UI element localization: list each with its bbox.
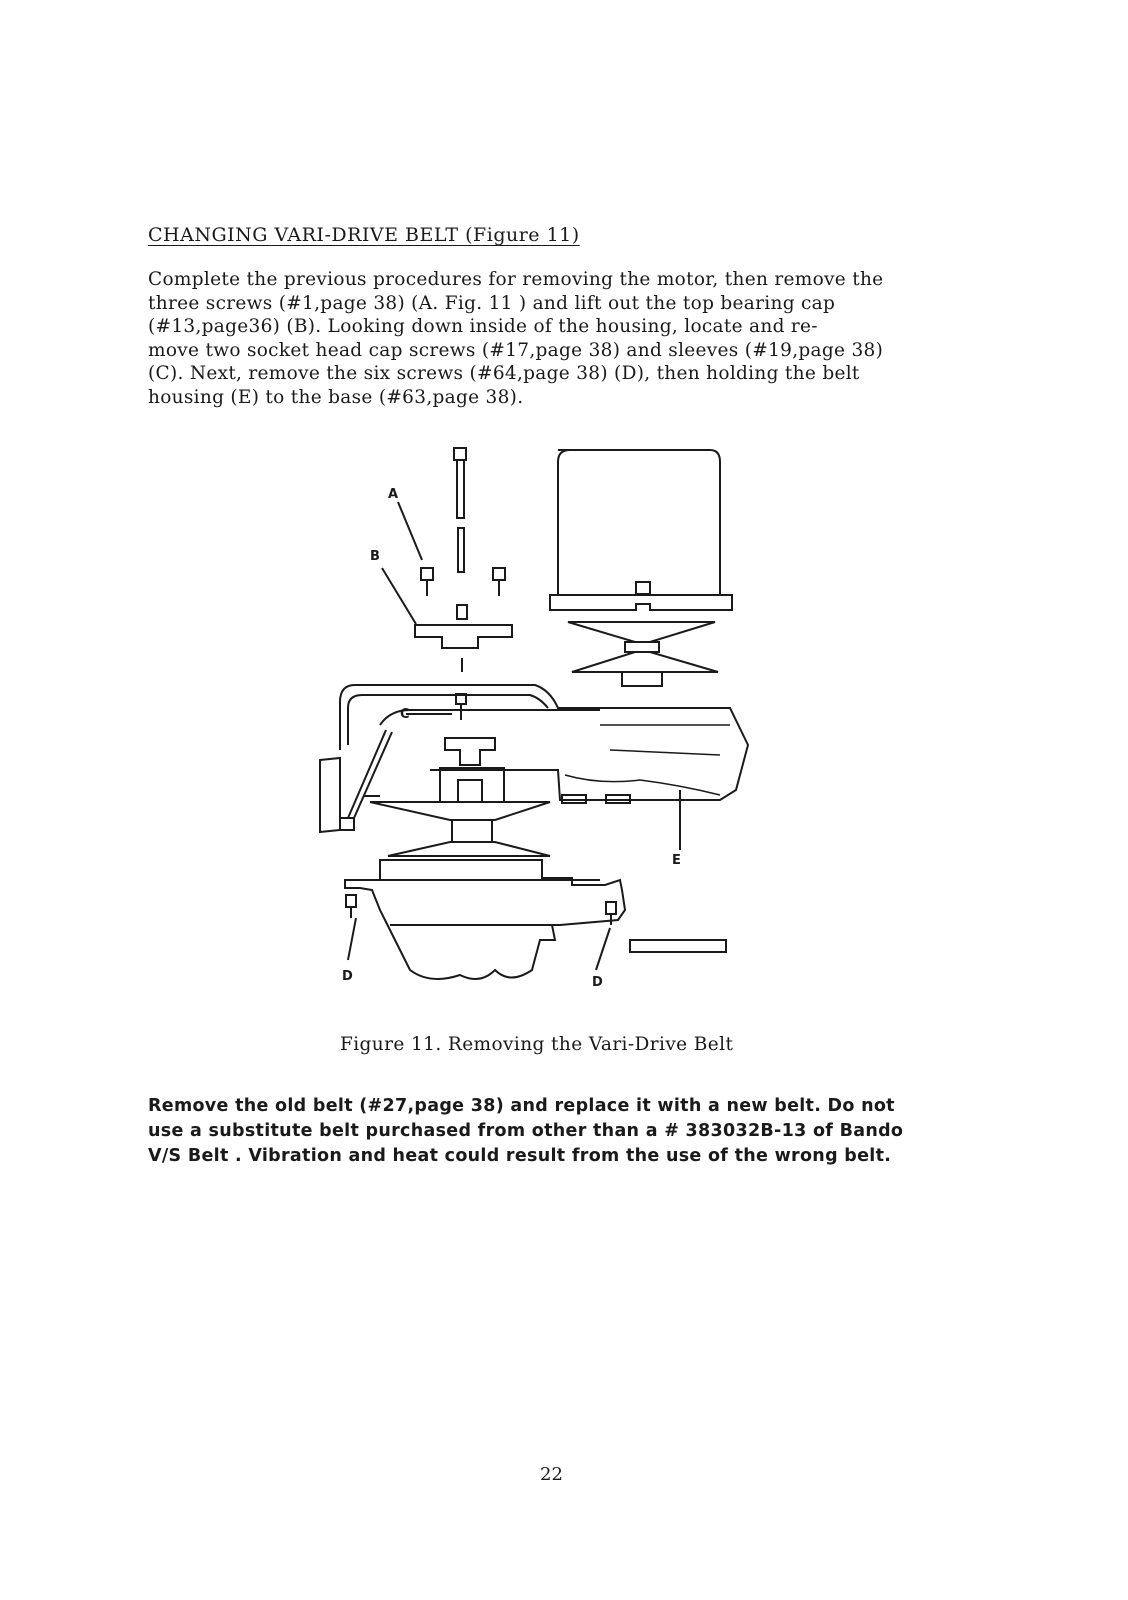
label-d-left: D (342, 969, 353, 984)
motor-housing (558, 450, 720, 595)
closing-paragraph (148, 1094, 968, 1169)
intro-line: (C). Next, remove the six screws (#64,page 38) (D), then holding the belt (148, 363, 860, 384)
intro-line: three screws (#1,page 38) (A. Fig. 11 ) and lift out the top bearing cap (148, 292, 836, 314)
sheave-hub (452, 820, 492, 842)
base-casting (345, 860, 625, 979)
leader-line-d-right (596, 928, 610, 970)
intro-line: move two socket head cap screws (#17,page 38) and sleeves (#19,page 38) (148, 339, 884, 361)
intro-line: (#13,page36) (B). Looking down inside of the housing, locate and re- (148, 316, 818, 337)
motor-shaft-end (622, 672, 662, 686)
leader-line-a (398, 502, 422, 560)
motor-shaft-bolt (636, 582, 650, 594)
threaded-rod (458, 528, 464, 572)
bracket-bolt (340, 818, 354, 830)
motor-pulley-hub (625, 642, 659, 652)
label-c: C (400, 707, 410, 722)
closing-line: V/S Belt . Vibration and heat could result from the use of the wrong belt. (148, 1146, 892, 1166)
motor-pulley-upper-sheave (568, 622, 715, 642)
upper-sheave (370, 802, 550, 820)
page-number: 22 (540, 1464, 563, 1485)
housing-side-bracket (320, 758, 340, 832)
vari-drive-belt-diagram (300, 440, 780, 1020)
screw-d-icon (346, 895, 356, 907)
spindle-nut (445, 738, 495, 765)
screw-d-icon (606, 902, 616, 914)
intro-paragraph (148, 268, 968, 409)
motor-flange (550, 595, 732, 610)
exploded-view-drawing (300, 440, 780, 1020)
spindle-hub (440, 768, 504, 802)
intro-line: housing (E) to the base (#63,page 38). (148, 386, 524, 408)
lower-sheave (388, 842, 550, 856)
housing-lip (380, 710, 600, 725)
closing-line: Remove the old belt (#27,page 38) and replace it with a new belt. Do not (148, 1096, 895, 1116)
leader-line-b (382, 568, 416, 624)
long-screw (457, 460, 464, 518)
screw-a-icon (421, 568, 433, 580)
label-b: B (370, 549, 380, 564)
screw-a-icon (493, 568, 505, 580)
section-heading: CHANGING VARI-DRIVE BELT (Figure 11) (148, 224, 580, 246)
figure-caption: Figure 11. Removing the Vari-Drive Belt (340, 1034, 734, 1055)
label-a: A (388, 487, 399, 502)
label-e: E (672, 853, 681, 868)
label-d-right: D (592, 975, 603, 990)
leader-line-d-left (348, 918, 356, 960)
screw-head-icon (454, 448, 466, 460)
bearing-cap-bolt (457, 605, 467, 619)
top-bearing-cap (415, 625, 512, 648)
closing-line: use a substitute belt purchased from other than a # 383032B-13 of Bando (148, 1121, 904, 1141)
motor-pulley-lower-sheave (572, 652, 718, 672)
replacement-belt (630, 940, 726, 952)
intro-line: Complete the previous procedures for removing the motor, then remove the (148, 269, 884, 290)
